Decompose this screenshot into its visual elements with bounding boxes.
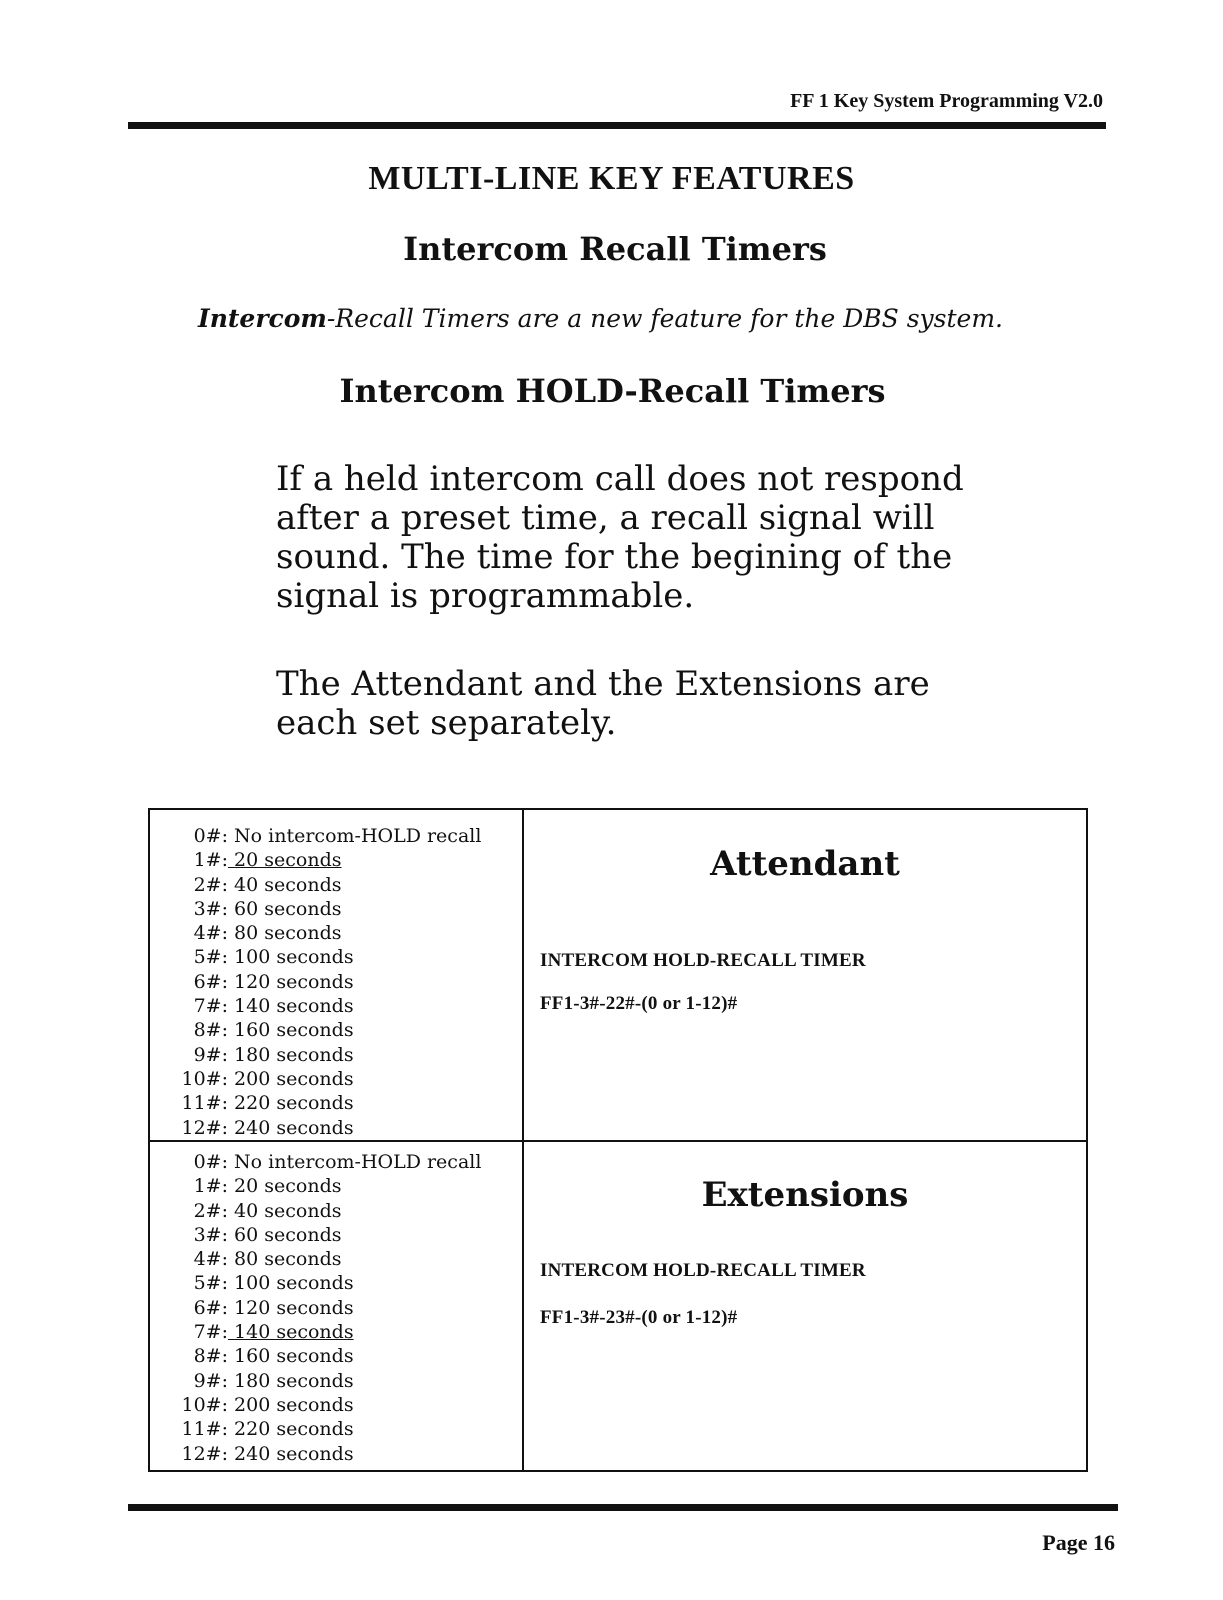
option-item	[160, 1344, 515, 1368]
option-text: 180 seconds	[234, 1369, 354, 1392]
option-item	[160, 1417, 515, 1441]
option-code: 11#:	[181, 1418, 228, 1441]
option-code: 8#:	[193, 1019, 228, 1042]
option-text: 60 seconds	[234, 897, 342, 920]
option-text: 40 seconds	[234, 1199, 342, 1222]
option-text: 180 seconds	[234, 1043, 354, 1066]
option-item	[160, 1271, 515, 1295]
table-row-divider	[150, 1140, 1086, 1142]
option-code: 1#:	[193, 849, 228, 872]
subsection-title: Intercom HOLD-Recall Timers	[339, 372, 886, 410]
running-header: FF 1 Key System Programming V2.0	[790, 90, 1103, 112]
attendant-options-list	[160, 824, 515, 1140]
option-text: 200 seconds	[234, 1393, 354, 1416]
option-item	[160, 921, 515, 945]
option-text: No intercom-HOLD recall	[234, 1151, 482, 1173]
section-title: Intercom Recall Timers	[403, 230, 827, 268]
option-text: 240 seconds	[234, 1116, 354, 1139]
option-code: 5#:	[193, 1272, 228, 1295]
intro-sentence	[198, 304, 1003, 333]
description-paragraph: If a held intercom call does not respond after a preset time, a recall signal will sound. The time for the begining of the signal is programmable.	[276, 459, 964, 616]
option-item	[160, 1043, 515, 1067]
option-item	[160, 1091, 515, 1115]
option-code: 0#:	[193, 825, 228, 847]
option-item	[160, 1067, 515, 1091]
option-text: 120 seconds	[234, 1296, 354, 1319]
attendant-program-name: INTERCOM HOLD-RECALL TIMER	[540, 950, 866, 971]
option-text: 40 seconds	[234, 873, 342, 896]
option-text: 20 seconds	[234, 849, 342, 872]
option-code: 7#:	[193, 995, 228, 1018]
option-item	[160, 1116, 515, 1140]
attendant-heading: Attendant	[710, 844, 900, 884]
option-text: 80 seconds	[234, 922, 342, 945]
option-text: 220 seconds	[234, 1418, 354, 1441]
page-number: Page 16	[1042, 1530, 1115, 1555]
option-item	[160, 970, 515, 994]
option-code: 11#:	[181, 1092, 228, 1115]
option-text: 100 seconds	[234, 1272, 354, 1295]
option-code: 3#:	[193, 1223, 228, 1246]
option-code: 10#:	[181, 1393, 228, 1416]
option-code: 9#:	[193, 1369, 228, 1392]
option-code: 2#:	[193, 1199, 228, 1222]
option-text: 60 seconds	[234, 1223, 342, 1246]
option-text: 240 seconds	[234, 1442, 354, 1465]
option-text: No intercom-HOLD recall	[234, 825, 482, 847]
option-text: 200 seconds	[234, 1067, 354, 1090]
option-item	[160, 1174, 515, 1198]
intro-bold: Intercom	[198, 304, 327, 333]
option-text: 140 seconds	[234, 1321, 354, 1344]
option-text: 220 seconds	[234, 1092, 354, 1115]
option-item	[160, 873, 515, 897]
option-code: 8#:	[193, 1345, 228, 1368]
option-item	[160, 994, 515, 1018]
option-item	[160, 1150, 515, 1174]
option-code: 12#:	[181, 1442, 228, 1465]
intro-rest: -Recall Timers are a new feature for the DBS system.	[326, 304, 1004, 333]
option-code: 6#:	[193, 1296, 228, 1319]
page-title: MULTI-LINE KEY FEATURES	[368, 160, 855, 197]
attendant-program-code: FF1-3#-22#-(0 or 1-12)#	[540, 993, 738, 1014]
option-code: 12#:	[181, 1116, 228, 1139]
option-text: 120 seconds	[234, 970, 354, 993]
option-item	[160, 1393, 515, 1417]
option-code: 3#:	[193, 897, 228, 920]
option-code: 5#:	[193, 946, 228, 969]
extensions-options-list	[160, 1150, 515, 1466]
extensions-program-name: INTERCOM HOLD-RECALL TIMER	[540, 1260, 866, 1281]
note-paragraph: The Attendant and the Extensions are each set separately.	[276, 664, 930, 743]
extensions-program-code: FF1-3#-23#-(0 or 1-12)#	[540, 1307, 738, 1328]
option-item	[160, 1369, 515, 1393]
option-code: 7#:	[193, 1321, 228, 1344]
option-item	[160, 1018, 515, 1042]
option-item	[160, 1199, 515, 1223]
option-text: 20 seconds	[234, 1175, 342, 1198]
option-text: 160 seconds	[234, 1019, 354, 1042]
option-item	[160, 1223, 515, 1247]
option-item-selected	[160, 848, 515, 872]
option-code: 2#:	[193, 873, 228, 896]
option-item	[160, 824, 515, 848]
option-item	[160, 1442, 515, 1466]
extensions-heading: Extensions	[701, 1175, 909, 1215]
option-item	[160, 897, 515, 921]
option-code: 4#:	[193, 1248, 228, 1271]
option-code: 9#:	[193, 1043, 228, 1066]
option-text: 160 seconds	[234, 1345, 354, 1368]
option-code: 6#:	[193, 970, 228, 993]
option-item	[160, 1247, 515, 1271]
footer-rule	[128, 1504, 1118, 1511]
option-code: 10#:	[181, 1067, 228, 1090]
option-text: 100 seconds	[234, 946, 354, 969]
option-text: 140 seconds	[234, 995, 354, 1018]
option-item	[160, 945, 515, 969]
option-item-selected	[160, 1320, 515, 1344]
header-rule	[128, 122, 1106, 129]
option-code: 1#:	[193, 1175, 228, 1198]
option-code: 0#:	[193, 1151, 228, 1173]
option-item	[160, 1296, 515, 1320]
option-code: 4#:	[193, 922, 228, 945]
option-text: 80 seconds	[234, 1248, 342, 1271]
timer-table	[148, 808, 1088, 1472]
